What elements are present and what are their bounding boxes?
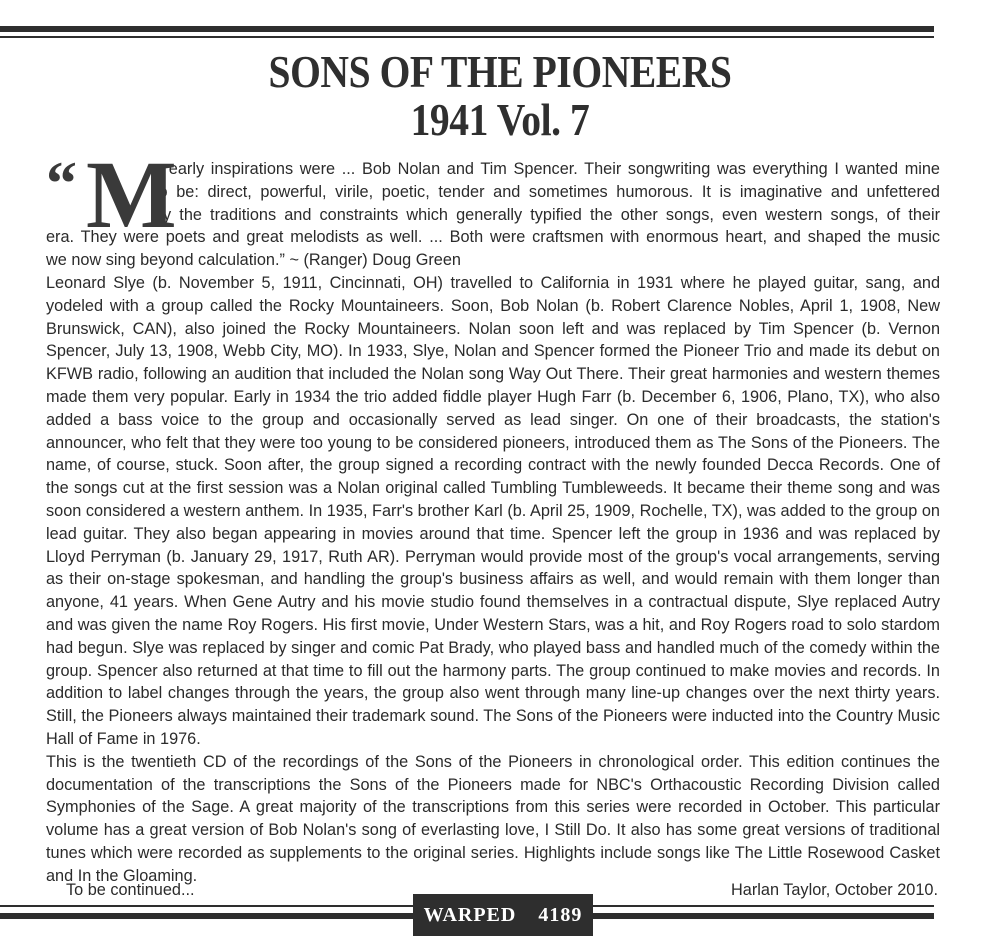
- release-notes-paragraph: This is the twentieth CD of the recordings of the Sons of the Pioneers in chronological order. This edition continues the documentation of the transcriptions the Sons of the Pioneers made for NBC's Orthacoustic Recording Division called Symphonies of the Sage. A great majority of the transcriptions from this series were recorded in October. This particular volume has a great version of Bob Nolan's song of everlasting love, I Still Do. It also has some great versions of traditional tunes which were recorded as supplements to the original series. Highlights include songs like The Little Rosewood Casket and In the Gloaming.: [46, 752, 940, 885]
- quote-line: to be: direct, powerful, virile, poetic, tender and sometimes humorous. It is imaginative and unfettered: [154, 182, 940, 201]
- body-text: [46, 272, 940, 888]
- quote-block: [46, 141, 940, 272]
- open-quote-marks: “: [46, 150, 77, 218]
- top-thin-rule: [0, 36, 934, 38]
- quote-line: we now sing beyond calculation.” ~ (Ranger) Doug Green: [46, 251, 461, 270]
- signature: Harlan Taylor, October 2010.: [731, 881, 938, 899]
- label-name: WARPED: [423, 903, 517, 926]
- label-badge: [413, 894, 593, 936]
- catalog-number: 4189: [538, 903, 583, 926]
- quote-line: by the traditions and constraints which generally typified the other songs, even western songs, of their: [154, 205, 940, 224]
- drop-cap-letter: M: [86, 141, 177, 248]
- to-be-continued: To be continued...: [66, 881, 195, 899]
- album-title-line1: SONS OF THE PIONEERS: [268, 46, 732, 97]
- quote-line: era. They were poets and great melodists as well. ... Both were craftsmen with enormous heart, and shaped the music: [46, 228, 940, 247]
- top-thick-rule: [0, 26, 934, 32]
- quote-line: y early inspirations were ... Bob Nolan and Tim Spencer. Their songwriting was everything I wanted mine: [154, 160, 940, 178]
- album-title-line2: 1941 Vol. 7: [410, 94, 590, 145]
- biography-paragraph: Leonard Slye (b. November 5, 1911, Cincinnati, OH) travelled to California in 1931 where he played guitar, sang, and yodeled with a group called the Rocky Mountaineers. Soon, Bob Nolan (b. Robert Clarence Nobles, April 1, 1908, New Brunswick, CAN), also joined the Rocky Mountaineers. Nolan soon left and was replaced by Tim Spencer (b. Vernon Spencer, July 13, 1908, Webb City, MO). In 1933, Slye, Nolan and Spencer formed the Pioneer Trio and made its debut on KFWB radio, following an audition that included the Nolan song Way Out There. Their great harmonies and western themes made them very popular. Early in 1934 the trio added fiddle player Hugh Farr (b. December 6, 1906, Plano, TX), who also added a bass voice to the group and occasionally served as lead singer. On one of their broadcasts, the station's announcer, who felt that they were too young to be considered pioneers, introduced them as The Sons of the Pioneers. The name, of course, stuck. Soon after, the group signed a recording contract with the newly founded Decca Records. One of the songs cut at the first session was a Nolan original called Tumbling Tumbleweeds. It became their theme song and was soon considered a western anthem. In 1935, Farr's brother Karl (b. April 25, 1909, Rochelle, TX), was added to the group on lead guitar. They also began appearing in movies around that time. Spencer left the group in 1936 and was replaced by Lloyd Perryman (b. January 29, 1917, Ruth AR). Perryman would provide most of the group's vocal arrangements, serving as their on-stage spokesman, and handling the group's business affairs as well, and would remain with them longer than anyone, 41 years. When Gene Autry and his movie studio found themselves in a contractual dispute, Slye replaced Autry and was given the name Roy Rogers. His first movie, Under Western Stars, was a hit, and Roy Rogers road to solo stardom had begun. Slye was replaced by singer and comic Pat Brady, who played bass and handled much of the comedy within the group. Spencer also returned at that time to fill out the harmony parts. The group continued to make movies and records. In addition to label changes through the years, the group also went through many line-up changes over the next thirty years. Still, the Pioneers always maintained their trademark sound. The Sons of the Pioneers were inducted into the Country Music Hall of Fame in 1976.: [46, 274, 940, 748]
